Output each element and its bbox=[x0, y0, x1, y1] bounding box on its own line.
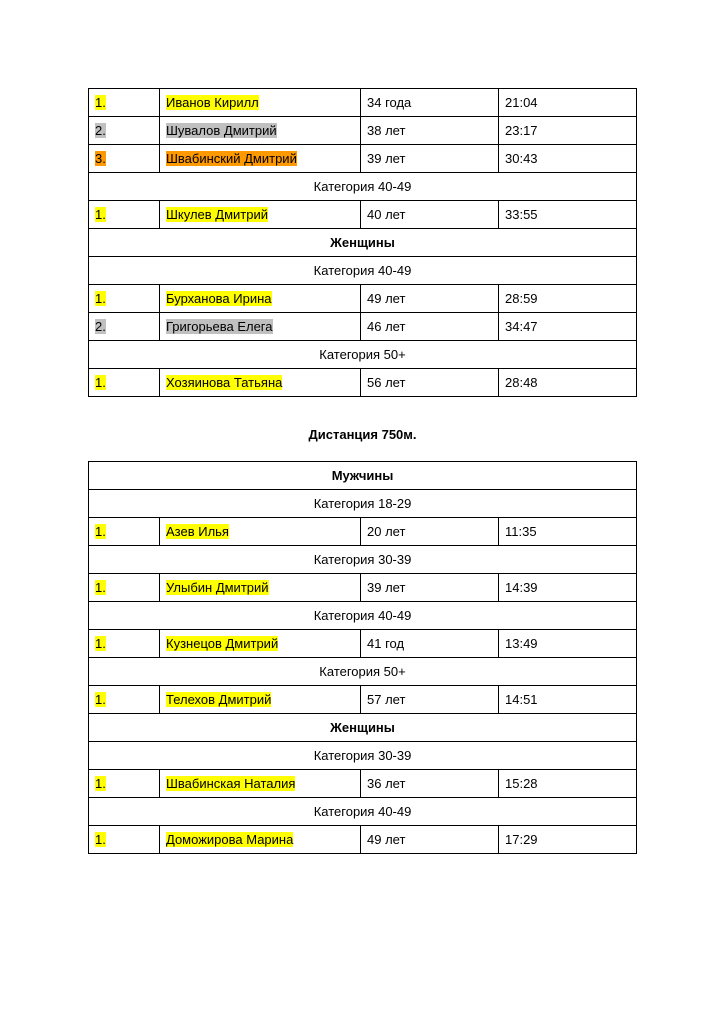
time-cell: 21:04 bbox=[499, 89, 637, 117]
participant-name: Кузнецов Дмитрий bbox=[166, 636, 279, 651]
participant-name: Григорьева Елега bbox=[166, 319, 273, 334]
name-cell bbox=[160, 201, 361, 229]
place-cell bbox=[89, 285, 160, 313]
place-value: 1. bbox=[95, 636, 106, 651]
category-label: Категория 40-49 bbox=[89, 257, 637, 285]
gender-row bbox=[89, 462, 637, 490]
distance-heading: Дистанция 750м. bbox=[308, 427, 417, 442]
category-row bbox=[89, 173, 637, 201]
category-label: Категория 30-39 bbox=[89, 546, 637, 574]
place-value: 1. bbox=[95, 291, 106, 306]
age-cell: 20 лет bbox=[361, 518, 499, 546]
place-cell bbox=[89, 770, 160, 798]
table-row bbox=[89, 826, 637, 854]
participant-name: Шувалов Дмитрий bbox=[166, 123, 277, 138]
name-cell bbox=[160, 145, 361, 173]
category-row bbox=[89, 742, 637, 770]
table-row bbox=[89, 117, 637, 145]
time-cell: 13:49 bbox=[499, 630, 637, 658]
participant-name: Шкулев Дмитрий bbox=[166, 207, 269, 222]
place-value: 1. bbox=[95, 776, 106, 791]
place-value: 2. bbox=[95, 123, 106, 138]
time-cell: 30:43 bbox=[499, 145, 637, 173]
place-cell bbox=[89, 89, 160, 117]
name-cell bbox=[160, 117, 361, 145]
table-row bbox=[89, 369, 637, 397]
place-value: 1. bbox=[95, 692, 106, 707]
age-cell: 41 год bbox=[361, 630, 499, 658]
place-value: 1. bbox=[95, 580, 106, 595]
age-cell: 39 лет bbox=[361, 574, 499, 602]
category-label: Категория 50+ bbox=[89, 658, 637, 686]
name-cell bbox=[160, 826, 361, 854]
category-row bbox=[89, 341, 637, 369]
table-row bbox=[89, 686, 637, 714]
age-cell: 46 лет bbox=[361, 313, 499, 341]
place-cell bbox=[89, 369, 160, 397]
gender-row bbox=[89, 714, 637, 742]
table-row bbox=[89, 770, 637, 798]
category-label: Категория 18-29 bbox=[89, 490, 637, 518]
place-cell bbox=[89, 574, 160, 602]
name-cell bbox=[160, 369, 361, 397]
place-cell bbox=[89, 117, 160, 145]
place-value: 3. bbox=[95, 151, 106, 166]
age-cell: 39 лет bbox=[361, 145, 499, 173]
table-row bbox=[89, 201, 637, 229]
name-cell bbox=[160, 313, 361, 341]
table-row bbox=[89, 518, 637, 546]
time-cell: 14:51 bbox=[499, 686, 637, 714]
place-value: 1. bbox=[95, 207, 106, 222]
time-cell: 11:35 bbox=[499, 518, 637, 546]
category-row bbox=[89, 658, 637, 686]
time-cell: 34:47 bbox=[499, 313, 637, 341]
participant-name: Бурханова Ирина bbox=[166, 291, 272, 306]
gender-label: Женщины bbox=[89, 229, 637, 257]
place-cell bbox=[89, 686, 160, 714]
time-cell: 33:55 bbox=[499, 201, 637, 229]
name-cell bbox=[160, 770, 361, 798]
table-row bbox=[89, 89, 637, 117]
table-row bbox=[89, 285, 637, 313]
category-label: Категория 40-49 bbox=[89, 173, 637, 201]
name-cell bbox=[160, 518, 361, 546]
name-cell bbox=[160, 686, 361, 714]
category-label: Категория 40-49 bbox=[89, 798, 637, 826]
age-cell: 40 лет bbox=[361, 201, 499, 229]
place-value: 1. bbox=[95, 832, 106, 847]
table-row bbox=[89, 574, 637, 602]
place-value: 1. bbox=[95, 375, 106, 390]
category-label: Категория 40-49 bbox=[89, 602, 637, 630]
time-cell: 14:39 bbox=[499, 574, 637, 602]
gender-label: Мужчины bbox=[89, 462, 637, 490]
age-cell: 38 лет bbox=[361, 117, 499, 145]
name-cell bbox=[160, 574, 361, 602]
participant-name: Азев Илья bbox=[166, 524, 229, 539]
participant-name: Улыбин Дмитрий bbox=[166, 580, 269, 595]
name-cell bbox=[160, 285, 361, 313]
gender-row bbox=[89, 229, 637, 257]
participant-name: Швабинский Дмитрий bbox=[166, 151, 297, 166]
participant-name: Телехов Дмитрий bbox=[166, 692, 272, 707]
category-row bbox=[89, 602, 637, 630]
place-value: 2. bbox=[95, 319, 106, 334]
age-cell: 36 лет bbox=[361, 770, 499, 798]
time-cell: 17:29 bbox=[499, 826, 637, 854]
gender-label: Женщины bbox=[89, 714, 637, 742]
place-cell bbox=[89, 518, 160, 546]
place-cell bbox=[89, 630, 160, 658]
place-cell bbox=[89, 313, 160, 341]
category-label: Категория 30-39 bbox=[89, 742, 637, 770]
place-cell bbox=[89, 826, 160, 854]
place-value: 1. bbox=[95, 524, 106, 539]
name-cell bbox=[160, 89, 361, 117]
time-cell: 15:28 bbox=[499, 770, 637, 798]
time-cell: 23:17 bbox=[499, 117, 637, 145]
category-row bbox=[89, 798, 637, 826]
place-cell bbox=[89, 201, 160, 229]
results-table-750m bbox=[88, 461, 637, 854]
age-cell: 49 лет bbox=[361, 285, 499, 313]
time-cell: 28:48 bbox=[499, 369, 637, 397]
participant-name: Швабинская Наталия bbox=[166, 776, 296, 791]
time-cell: 28:59 bbox=[499, 285, 637, 313]
participant-name: Хозяинова Татьяна bbox=[166, 375, 283, 390]
age-cell: 49 лет bbox=[361, 826, 499, 854]
results-table-top bbox=[88, 88, 637, 397]
category-row bbox=[89, 257, 637, 285]
table-row bbox=[89, 630, 637, 658]
category-label: Категория 50+ bbox=[89, 341, 637, 369]
place-value: 1. bbox=[95, 95, 106, 110]
participant-name: Иванов Кирилл bbox=[166, 95, 259, 110]
table-row bbox=[89, 313, 637, 341]
age-cell: 56 лет bbox=[361, 369, 499, 397]
name-cell bbox=[160, 630, 361, 658]
participant-name: Доможирова Марина bbox=[166, 832, 294, 847]
category-row bbox=[89, 490, 637, 518]
age-cell: 34 года bbox=[361, 89, 499, 117]
age-cell: 57 лет bbox=[361, 686, 499, 714]
category-row bbox=[89, 546, 637, 574]
place-cell bbox=[89, 145, 160, 173]
table-row bbox=[89, 145, 637, 173]
